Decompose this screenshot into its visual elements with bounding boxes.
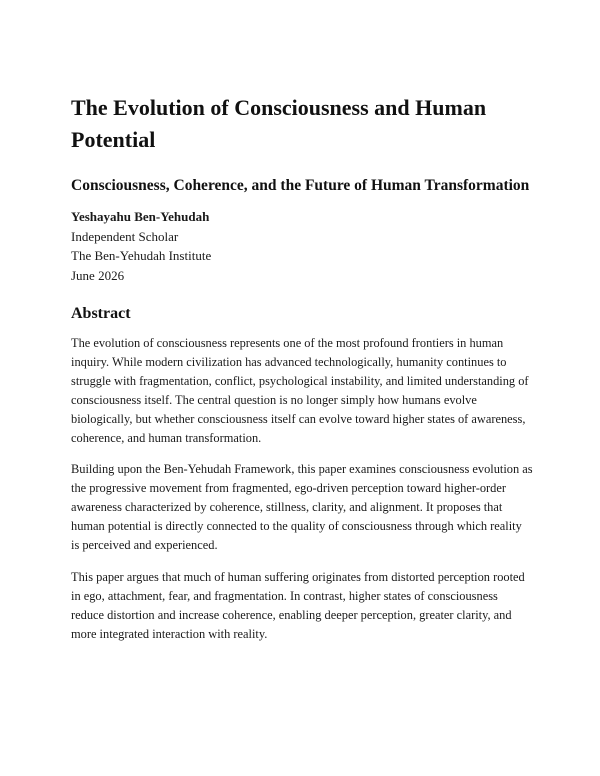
abstract-heading: Abstract [71,305,131,322]
document-page [71,92,533,656]
author-institution: The Ben-Yehudah Institute [71,248,212,263]
document-title: The Evolution of Consciousness and Human Potential [71,95,487,152]
abstract-paragraph-2: Building upon the Ben-Yehudah Framework, this paper examines consciousness evolution as the progressive movement from fragmented, ego-driven perception toward higher-order awareness characterized by coherence, stillness, clarity, and alignment. It proposes that human potential is directly connected to the quality of consciousness through which reality is perceived and experienced. [71,462,533,553]
author-block [71,207,533,285]
author-name: Yeshayahu Ben-Yehudah [71,209,210,224]
abstract-paragraph-3: This paper argues that much of human suffering originates from distorted perception rooted in ego, attachment, fear, and fragmentation. In contrast, higher states of consciousness reduce distortion and increase coherence, enabling deeper perception, greater clarity, and more integrated interaction with reality. [71,569,525,641]
author-role: Independent Scholar [71,228,179,244]
publication-date: June 2026 [71,267,125,283]
document-subtitle: Consciousness, Coherence, and the Future of Human Transformation [71,177,530,194]
abstract-paragraph-1: The evolution of consciousness represents one of the most profound frontiers in human inquiry. While modern civilization has advanced technologically, humanity continues to struggle with fragmentation, conflict, psychological instability, and limited understanding of consciousness itself. The central question is no longer simply how humans evolve biologically, but whether consciousness itself can evolve toward higher states of awareness, coherence, and human transformation. [71,336,529,445]
